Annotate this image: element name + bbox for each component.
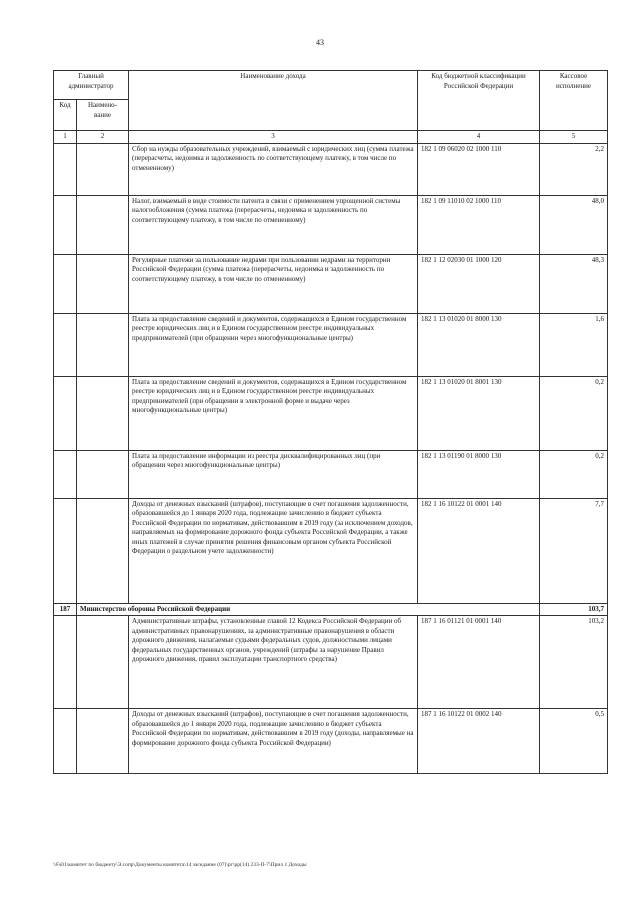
table-row (54, 450, 608, 498)
table-row (54, 709, 608, 774)
admin-name-header: Наимено-вание (77, 100, 129, 131)
income-name-cell: Плата за предоставление сведений и документов, содержащихся в Едином государственном реестре юридических лиц и в Едином государственном реестре индивидуальных предпринимателей (при обращении через многофункциональные центры) (129, 313, 418, 376)
code-cell (54, 254, 77, 313)
column-number: 1 (54, 131, 77, 144)
header-row (54, 71, 608, 100)
execution-header: Кассовое исполнение (540, 71, 608, 131)
admin-name-cell (77, 450, 129, 498)
amount-cell: 48,0 (540, 195, 608, 254)
amount-cell: 2,2 (540, 143, 608, 195)
code-cell (54, 143, 77, 195)
table-row (54, 254, 608, 313)
code-cell (54, 616, 77, 709)
kbk-cell: 182 1 09 06020 02 1000 110 (418, 143, 540, 195)
income-name-cell: Доходы от денежных взысканий (штрафов), поступающие в счет погашения задолженности, образовавшейся до 1 января 2020 года, подлежащие зачислению в бюджет субъекта Российской Федерации по нормативам, действовавшим в 2019 году (доходы, направляемые на формирование дорожного фонда субъекта Российской Федерации) (129, 709, 418, 774)
column-numbers-row (54, 131, 608, 144)
table-row (54, 498, 608, 603)
income-name-cell: Доходы от денежных взысканий (штрафов), поступающие в счет погашения задолженности, образовавшейся до 1 января 2020 года, подлежащие зачислению в бюджет субъекта Российской Федерации по нормативам, действовавшим в 2019 году (за исключением доходов, направляемых на формирование дорожного фонда субъекта Российской Федерации, а также иных платежей в случае принятия решения финансовым органом субъекта Российской Федерации о раздельном учете задолженности) (129, 498, 418, 603)
admin-name-cell (77, 709, 129, 774)
kbk-cell: 187 1 16 10122 01 0002 140 (418, 709, 540, 774)
amount-cell: 48,3 (540, 254, 608, 313)
kbk-cell: 182 1 13 01190 01 8000 130 (418, 450, 540, 498)
code-header: Код (54, 100, 77, 131)
kbk-header: Код бюджетной классификации Российской Федерации (418, 71, 540, 131)
table-row (54, 195, 608, 254)
amount-cell: 103,2 (540, 616, 608, 709)
page-number: 43 (316, 38, 324, 47)
table-row (54, 616, 608, 709)
income-name-cell: Регулярные платежи за пользование недрами при пользовании недрами на территории Российской Федерации (сумма платежа (перерасчеты, недоимка и задолженность по соответствующему платежу, в том числе по отмененному) (129, 254, 418, 313)
kbk-cell: 182 1 09 11010 02 1000 110 (418, 195, 540, 254)
admin-name-cell (77, 498, 129, 603)
admin-name-cell (77, 313, 129, 376)
admin-name-cell (77, 616, 129, 709)
kbk-cell: 182 1 16 10122 01 0001 140 (418, 498, 540, 603)
kbk-cell: 182 1 13 01020 01 8001 130 (418, 376, 540, 450)
table-row (54, 313, 608, 376)
column-number: 5 (540, 131, 608, 144)
file-path-footer: \\Fs01\комитет по бюджету\Э.сопр\Документы комитета\14 заседание (07)\рг\рр(14) 233-П-7\Прил 1 Доходы (53, 862, 307, 868)
code-cell (54, 195, 77, 254)
code-cell (54, 376, 77, 450)
code-cell (54, 709, 77, 774)
income-name-cell: Сбор на нужды образовательных учреждений, взимаемый с юридических лиц (сумма платежа (перерасчеты, недоимка и задолженность по соответствующему платежу, в том числе по отмененному) (129, 143, 418, 195)
ministry-row (54, 603, 608, 616)
kbk-cell: 182 1 13 01020 01 8000 130 (418, 313, 540, 376)
table-row (54, 376, 608, 450)
column-number: 3 (129, 131, 418, 144)
income-name-cell: Налог, взимаемый в виде стоимости патента в связи с применением упрощенной системы налогообложения (сумма платежа (перерасчеты, недоимка и задолженность по соответствующему платежу, в том числе по отмененному) (129, 195, 418, 254)
column-number: 4 (418, 131, 540, 144)
main-admin-header: Главный администратор (54, 71, 129, 100)
code-cell (54, 450, 77, 498)
income-table (53, 70, 608, 774)
table-row (54, 143, 608, 195)
income-name-cell: Плата за предоставление информации из реестра дисквалифицированных лиц (при обращении через многофункциональные центры) (129, 450, 418, 498)
amount-cell: 0,2 (540, 450, 608, 498)
amount-cell: 0,5 (540, 709, 608, 774)
code-cell (54, 313, 77, 376)
kbk-cell: 182 1 12 02030 01 1000 120 (418, 254, 540, 313)
admin-name-cell (77, 195, 129, 254)
ministry-code: 187 (54, 603, 77, 616)
admin-name-cell (77, 376, 129, 450)
ministry-name: Министерство обороны Российской Федерации (77, 603, 540, 616)
admin-name-cell (77, 143, 129, 195)
admin-name-cell (77, 254, 129, 313)
income-name-cell: Административные штрафы, установленные главой 12 Кодекса Российской Федерации об административных правонарушениях, за административные правонарушения в области дорожного движения, налагаемые судьями федеральных судов, должностными лицами федеральных государственных органов, учреждений (штрафы за нарушение Правил дорожного движения, правил эксплуатации транспортного средства) (129, 616, 418, 709)
amount-cell: 1,6 (540, 313, 608, 376)
ministry-amount: 103,7 (540, 603, 608, 616)
amount-cell: 0,2 (540, 376, 608, 450)
income-name-cell: Плата за предоставление сведений и документов, содержащихся в Едином государственном реестре юридических лиц и в Едином государственном реестре индивидуальных предпринимателей (при обращении в электронной форме и выдаче через многофункциональные центры) (129, 376, 418, 450)
amount-cell: 7,7 (540, 498, 608, 603)
kbk-cell: 187 1 16 01121 01 0001 140 (418, 616, 540, 709)
income-name-header: Наименование дохода (129, 71, 418, 131)
code-cell (54, 498, 77, 603)
column-number: 2 (77, 131, 129, 144)
